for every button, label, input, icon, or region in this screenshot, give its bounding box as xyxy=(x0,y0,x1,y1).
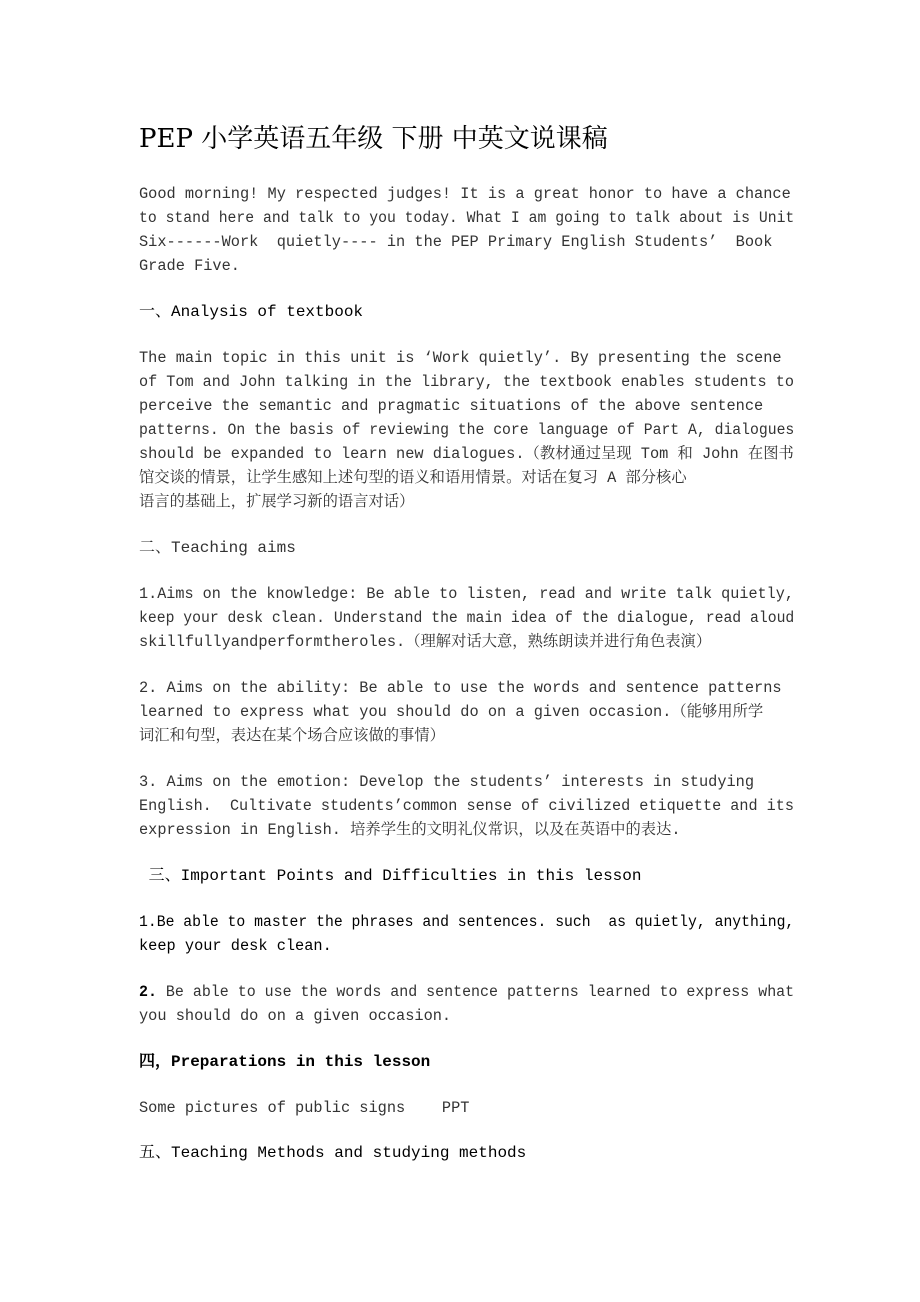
text-line: Grade Five. xyxy=(139,257,240,275)
text-line: Six------Work quietly---- in the PEP Primary English Students’ Book xyxy=(139,233,773,251)
section-heading-teaching-aims: 二、Teaching aims xyxy=(139,539,296,557)
text-line: keep your desk clean. Understand the main idea of the dialogue, read aloud xyxy=(139,609,795,627)
intro-paragraph xyxy=(139,182,795,278)
text-line: to stand here and talk to you today. What I am going to talk about is Unit xyxy=(139,209,795,227)
section-heading-analysis: 一、Analysis of textbook xyxy=(139,303,364,321)
text-line: patterns. On the basis of reviewing the core language of Part A, dialogues xyxy=(139,421,795,439)
text-line xyxy=(139,980,795,1004)
preparations-paragraph xyxy=(139,1096,789,1120)
text-line: 2. Aims on the ability: Be able to use the words and sentence patterns xyxy=(139,679,782,697)
text-line: The main topic in this unit is ‘Work quietly’. By presenting the scene xyxy=(139,349,782,367)
text-line: perceive the semantic and pragmatic situations of the above sentence xyxy=(139,397,764,415)
document-title: PEP 小学英语五年级 下册 中英文说课稿 xyxy=(139,124,608,154)
text-line: Some pictures of public signs PPT xyxy=(139,1099,470,1117)
text-line: 词汇和句型，表达在某个场合应该做的事情） xyxy=(139,727,445,745)
section-heading-important-points: 三、Important Points and Difficulties in this lesson xyxy=(139,867,642,885)
text-line: skillfullyandperformtheroles.（理解对话大意，熟练朗读并进行角色表演） xyxy=(139,633,712,651)
point-one-paragraph xyxy=(139,910,795,958)
text-line: 1.Aims on the knowledge: Be able to listen, read and write talk quietly, xyxy=(139,585,794,603)
section-heading-preparations: 四，Preparations in this lesson xyxy=(139,1053,431,1071)
point-text: Be able to use the words and sentence patterns learned to express what xyxy=(156,983,795,1001)
text-line: you should do on a given occasion. xyxy=(139,1007,452,1025)
text-line: 语言的基础上，扩展学习新的语言对话） xyxy=(139,493,415,511)
aim-knowledge-paragraph xyxy=(139,582,795,654)
aim-emotion-paragraph xyxy=(139,770,794,842)
point-number: 2. xyxy=(139,983,157,1001)
text-line: 1.Be able to master the phrases and sentences. such as quietly, anything, xyxy=(139,913,795,931)
text-line: of Tom and John talking in the library, the textbook enables students to xyxy=(139,373,794,391)
text-line: learned to express what you should do on a given occasion.（能够用所学 xyxy=(139,703,764,721)
text-line: 3. Aims on the emotion: Develop the students’ interests in studying xyxy=(139,773,755,791)
aim-ability-paragraph xyxy=(139,676,789,748)
section-heading-teaching-methods: 五、Teaching Methods and studying methods xyxy=(139,1144,527,1162)
text-line: Good morning! My respected judges! It is a great honor to have a chance xyxy=(139,185,791,203)
text-line: expression in English. 培养学生的文明礼仪常识，以及在英语中的表达. xyxy=(139,821,681,839)
text-line: should be expanded to learn new dialogues.（教材通过呈现 Tom 和 John 在图书 xyxy=(139,445,794,463)
point-two-paragraph xyxy=(139,980,795,1028)
text-line: keep your desk clean. xyxy=(139,937,332,955)
text-line: 馆交谈的情景，让学生感知上述句型的语义和语用情景。对话在复习 A 部分核心 xyxy=(139,469,687,487)
analysis-paragraph xyxy=(139,346,795,514)
text-line: English. Cultivate students’common sense of civilized etiquette and its xyxy=(139,797,794,815)
